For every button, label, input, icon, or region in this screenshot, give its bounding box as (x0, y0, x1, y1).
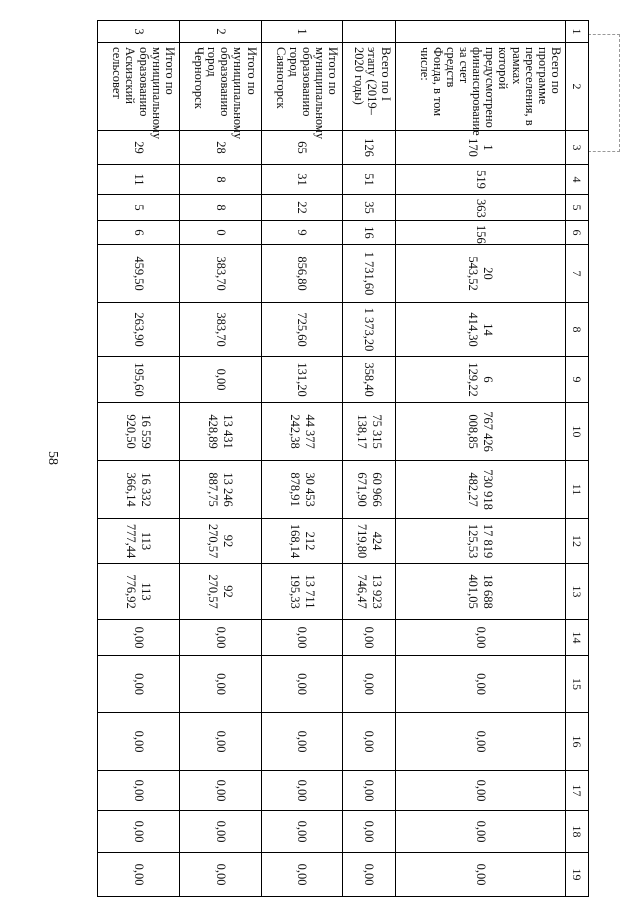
row-name: Итого по муниципальному образованию город Черногорск (179, 43, 261, 131)
row-name: Итого по муниципальному образованию город Саяногорск (261, 43, 343, 131)
table-cell: 0,00 (343, 853, 395, 897)
table-cell: 0,00 (343, 771, 395, 811)
table-cell: 0,00 (261, 811, 343, 853)
table-cell: 60 966 671,90 (343, 461, 395, 519)
scan-artifact (588, 34, 620, 152)
column-number-11: 11 (566, 461, 589, 519)
table-cell: 13 923 746,47 (343, 564, 395, 620)
table-cell: 75 315 138,17 (343, 403, 395, 461)
table-cell: 0,00 (179, 656, 261, 713)
table-cell: 0,00 (343, 713, 395, 771)
table-cell: 519 (395, 165, 565, 195)
column-number-6: 6 (566, 221, 589, 245)
table-cell: 0,00 (179, 620, 261, 656)
table-row (261, 21, 343, 897)
table-cell: 424 719,80 (343, 519, 395, 564)
column-number-1: 1 (566, 21, 589, 43)
table-cell: 16 332 366,14 (98, 461, 180, 519)
table-cell: 0 (179, 221, 261, 245)
table-cell: 16 559 920,50 (98, 403, 180, 461)
table-cell: 13 711 195,33 (261, 564, 343, 620)
table-cell: 65 (261, 131, 343, 165)
row-name: Всего по I этапу (2019–2020 годы) (343, 43, 395, 131)
table-cell: 0,00 (343, 811, 395, 853)
table-row (179, 21, 261, 897)
table-cell: 11 (98, 165, 180, 195)
table-cell: 20 543,52 (395, 245, 565, 303)
row-number: 2 (179, 21, 261, 43)
row-name: Итого по муниципальному образованию Аскизский сельсовет (98, 43, 180, 131)
table-cell: 92 270,57 (179, 519, 261, 564)
table-cell: 22 (261, 195, 343, 221)
table-cell: 6 (98, 221, 180, 245)
table-cell: 0,00 (98, 771, 180, 811)
table-cell: 28 (179, 131, 261, 165)
table-cell: 0,00 (98, 811, 180, 853)
table-cell: 18 688 401,05 (395, 564, 565, 620)
table-cell: 0,00 (261, 713, 343, 771)
table-cell: 358,40 (343, 357, 395, 403)
column-number-8: 8 (566, 303, 589, 357)
table-cell: 0,00 (395, 771, 565, 811)
column-number-14: 14 (566, 620, 589, 656)
table-cell: 14 414,30 (395, 303, 565, 357)
table-cell: 0,00 (98, 853, 180, 897)
table-cell: 263,90 (98, 303, 180, 357)
table-cell: 113 777,44 (98, 519, 180, 564)
column-number-2: 2 (566, 43, 589, 131)
column-number-4: 4 (566, 165, 589, 195)
table-cell: 156 (395, 221, 565, 245)
table-cell: 383,70 (179, 303, 261, 357)
table-cell: 0,00 (395, 713, 565, 771)
table-cell: 0,00 (179, 713, 261, 771)
table-cell: 459,50 (98, 245, 180, 303)
table-cell: 9 (261, 221, 343, 245)
table-cell: 1 170 (395, 131, 565, 165)
table-cell: 35 (343, 195, 395, 221)
row-name: Всего по программе переселения, в рамках которой предусмотрено финансирование за счет средств Фонда, в том числе: (395, 43, 565, 131)
column-number-17: 17 (566, 771, 589, 811)
table-row (98, 21, 180, 897)
table-cell: 0,00 (98, 620, 180, 656)
table-cell: 31 (261, 165, 343, 195)
table-cell: 383,70 (179, 245, 261, 303)
column-number-16: 16 (566, 713, 589, 771)
table-cell: 131,20 (261, 357, 343, 403)
column-number-19: 19 (566, 853, 589, 897)
table-cell: 363 (395, 195, 565, 221)
table-cell: 730 918 482,27 (395, 461, 565, 519)
table-cell: 6 129,22 (395, 357, 565, 403)
column-number-7: 7 (566, 245, 589, 303)
table-cell: 0,00 (179, 853, 261, 897)
column-number-18: 18 (566, 811, 589, 853)
table-cell: 195,60 (98, 357, 180, 403)
row-number: 3 (98, 21, 180, 43)
column-number-15: 15 (566, 656, 589, 713)
column-number-12: 12 (566, 519, 589, 564)
table-cell: 0,00 (179, 357, 261, 403)
row-number (343, 21, 395, 43)
table-cell: 0,00 (395, 811, 565, 853)
column-number-3: 3 (566, 131, 589, 165)
table-cell: 0,00 (343, 620, 395, 656)
column-number-5: 5 (566, 195, 589, 221)
table-cell: 0,00 (98, 713, 180, 771)
table-cell: 767 426 008,85 (395, 403, 565, 461)
table-cell: 0,00 (343, 656, 395, 713)
table-cell: 30 453 878,91 (261, 461, 343, 519)
table-cell: 92 270,57 (179, 564, 261, 620)
table-cell: 1 731,60 (343, 245, 395, 303)
row-number: 1 (261, 21, 343, 43)
table-cell: 8 (179, 195, 261, 221)
table-cell: 212 168,14 (261, 519, 343, 564)
table-cell: 0,00 (179, 771, 261, 811)
page-number: 58 (45, 451, 60, 465)
column-number-10: 10 (566, 403, 589, 461)
row-number (395, 21, 565, 43)
table-cell: 0,00 (261, 620, 343, 656)
table-cell: 16 (343, 221, 395, 245)
resettlement-table (97, 20, 589, 897)
table-cell: 5 (98, 195, 180, 221)
column-number-13: 13 (566, 564, 589, 620)
table-cell: 0,00 (261, 656, 343, 713)
table-cell: 13 246 887,75 (179, 461, 261, 519)
table-cell: 51 (343, 165, 395, 195)
column-number-9: 9 (566, 357, 589, 403)
table-row (395, 21, 565, 897)
column-number-row (566, 21, 589, 897)
table-cell: 856,80 (261, 245, 343, 303)
table-cell: 29 (98, 131, 180, 165)
table-cell: 1 373,20 (343, 303, 395, 357)
table-row (343, 21, 395, 897)
table-cell: 0,00 (395, 620, 565, 656)
table-cell: 0,00 (395, 656, 565, 713)
table-cell: 725,60 (261, 303, 343, 357)
rotated-table-wrapper (97, 20, 589, 896)
table-cell: 8 (179, 165, 261, 195)
table-cell: 17 819 125,53 (395, 519, 565, 564)
table-cell: 113 776,92 (98, 564, 180, 620)
table-cell: 0,00 (98, 656, 180, 713)
table-cell: 0,00 (261, 771, 343, 811)
table-cell: 44 377 242,38 (261, 403, 343, 461)
table-cell: 0,00 (261, 853, 343, 897)
table-cell: 13 431 428,89 (179, 403, 261, 461)
table-cell: 0,00 (179, 811, 261, 853)
table-cell: 0,00 (395, 853, 565, 897)
table-cell: 126 (343, 131, 395, 165)
